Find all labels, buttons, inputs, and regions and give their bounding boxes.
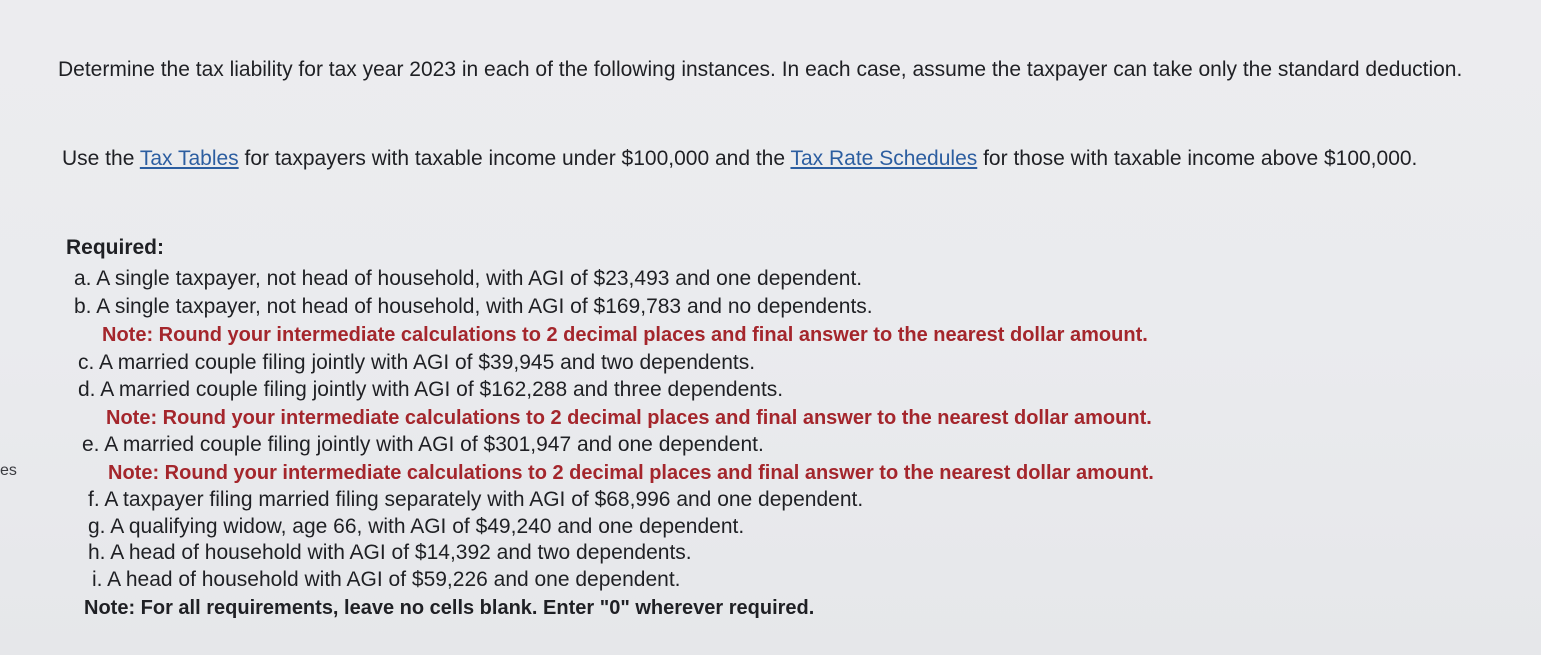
instructions-paragraph: Determine the tax liability for tax year 2023 in each of the following instances. In each case, assume the taxpayer can take only the standard deduction. (58, 58, 1463, 81)
requirement-b-note: Note: Round your intermediate calculations to 2 decimal places and final answer to the nearest dollar amount. (102, 324, 1148, 346)
requirement-i: i. A head of household with AGI of $59,226 and one dependent. (92, 568, 681, 591)
tax-table-usage-paragraph (62, 144, 1502, 174)
side-tab-label: es (0, 462, 17, 479)
requirement-d-note: Note: Round your intermediate calculations to 2 decimal places and final answer to the nearest dollar amount. (106, 407, 1152, 429)
required-heading: Required: (66, 236, 165, 259)
tax-tables-link[interactable]: Tax Tables (139, 147, 239, 170)
usage-text-middle: for taxpayers with taxable income under $100,000 and the (238, 147, 791, 170)
final-note: Note: For all requirements, leave no cells blank. Enter "0" wherever required. (84, 597, 815, 619)
requirement-b: b. A single taxpayer, not head of household, with AGI of $169,783 and no dependents. (74, 295, 873, 318)
requirement-d: d. A married couple filing jointly with AGI of $162,288 and three dependents. (78, 378, 784, 401)
requirement-g: g. A qualifying widow, age 66, with AGI of $49,240 and one dependent. (88, 515, 745, 538)
usage-text-start: Use the (62, 147, 140, 170)
requirement-c: c. A married couple filing jointly with AGI of $39,945 and two dependents. (78, 351, 756, 374)
requirement-f: f. A taxpayer filing married filing separately with AGI of $68,996 and one dependent. (88, 488, 864, 511)
requirement-e-note: Note: Round your intermediate calculations to 2 decimal places and final answer to the nearest dollar amount. (108, 462, 1154, 484)
requirement-e: e. A married couple filing jointly with AGI of $301,947 and one dependent. (82, 433, 764, 456)
requirement-a: a. A single taxpayer, not head of household, with AGI of $23,493 and one dependent. (74, 267, 863, 290)
tax-rate-schedules-link[interactable]: Tax Rate Schedules (790, 147, 978, 170)
requirement-h: h. A head of household with AGI of $14,392 and two dependents. (88, 541, 692, 564)
usage-text-end: for those with taxable income above $100,000. (977, 147, 1418, 170)
